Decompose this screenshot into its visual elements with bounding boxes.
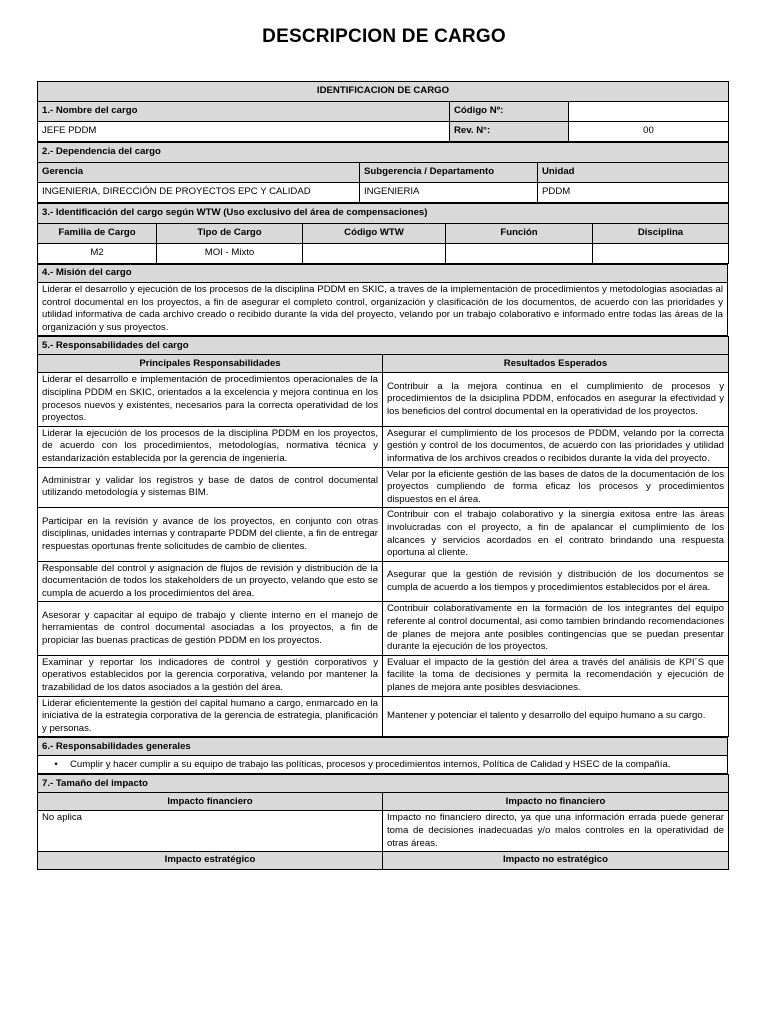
bullet-icon: •	[54, 758, 58, 770]
impacto-estrategico-label: Impacto estratégico	[38, 852, 383, 870]
table-row	[38, 426, 729, 467]
table-row	[38, 508, 729, 561]
responsabilidad-7: Examinar y reportar los indicadores de control y gestión corporativos y operativos establecidos por la gerencia corporativa, velando por mantener la trazabilidad de los datos asociados a la gestión del área.	[38, 655, 383, 696]
unidad-label: Unidad	[538, 163, 729, 183]
wtw-funcion-value[interactable]	[446, 244, 593, 264]
table-row	[38, 373, 729, 426]
dependencia-header: 2.- Dependencia del cargo	[38, 143, 729, 163]
identificacion-table	[37, 81, 729, 142]
wtw-table	[37, 203, 729, 264]
impacto-table	[37, 774, 729, 870]
identificacion-header: IDENTIFICACION DE CARGO	[38, 82, 729, 102]
resultado-7: Evaluar el impacto de la gestión del área a través del análisis de KPI´S que facilite la toma de decisiones y permita la recomendación y ejecución de planes de mejora ante posibles desviaciones.	[383, 655, 729, 696]
impacto-header: 7.- Tamaño del impacto	[38, 775, 729, 793]
subgerencia-value[interactable]: INGENIERIA	[360, 183, 538, 203]
table-row	[38, 561, 729, 602]
generales-item	[38, 756, 728, 774]
table-row	[38, 602, 729, 655]
responsabilidades-table	[37, 336, 729, 737]
unidad-value[interactable]: PDDM	[538, 183, 729, 203]
wtw-col-familia: Familia de Cargo	[38, 224, 157, 244]
wtw-disciplina-value[interactable]	[593, 244, 729, 264]
responsabilidad-3: Administrar y validar los registros y base de datos de control documental utilizando metodología y sistemas BIM.	[38, 467, 383, 508]
gerencia-label: Gerencia	[38, 163, 360, 183]
rev-label: Rev. N°:	[450, 122, 569, 142]
impacto-financiero-value: No aplica	[38, 811, 383, 852]
responsabilidad-8: Liderar eficientemente la gestión del capital humano a cargo, enmarcado en la iniciativa de la estrategia corporativa de la gerencia de estrategia, planificación y personas.	[38, 696, 383, 737]
col-resultados-esperados: Resultados Esperados	[383, 355, 729, 373]
document-title: DESCRIPCION DE CARGO	[262, 26, 506, 47]
generales-text: Cumplir y hacer cumplir a su equipo de trabajo las políticas, procesos y procedimientos internos, Política de Calidad y HSEC de la compañía.	[70, 758, 671, 770]
wtw-col-codigo: Código WTW	[303, 224, 446, 244]
mision-header: 4.- Misión del cargo	[38, 265, 728, 283]
responsabilidad-1: Liderar el desarrollo e implementación de procedimientos operacionales de la disciplina PDDM en SKIC, orientados a la excelencia y mejora continua en los procesos nuevos y existentes, necesarios para la correcta operatividad de los proyectos.	[38, 373, 383, 426]
resultado-2: Asegurar el cumplimiento de los procesos de PDDM, velando por la correcta gestión y control de los documentos, de acuerdo con las prioridades y utilidad informativa de los archivos creados o recibidos durante la vida del proyecto.	[383, 426, 729, 467]
responsabilidades-header: 5.- Responsabilidades del cargo	[38, 337, 729, 355]
wtw-col-disciplina: Disciplina	[593, 224, 729, 244]
table-row	[38, 696, 729, 737]
rev-value[interactable]: 00	[569, 122, 729, 142]
resultado-4: Contribuir con el trabajo colaborativo y la sinergia exitosa entre las áreas involucradas con el proyecto, a fin de apalancar el cumplimiento de los alcances y servicios acordados en el contrato brindando una respuesta oportuna al cliente.	[383, 508, 729, 561]
wtw-tipo-value[interactable]: MOI - Mixto	[157, 244, 303, 264]
job-description-form	[37, 81, 728, 870]
codigo-value[interactable]	[569, 102, 729, 122]
nombre-label: 1.- Nombre del cargo	[38, 102, 450, 122]
codigo-label: Código Nº:	[450, 102, 569, 122]
dependencia-table	[37, 142, 729, 203]
wtw-col-tipo: Tipo de Cargo	[157, 224, 303, 244]
wtw-codigo-value[interactable]	[303, 244, 446, 264]
wtw-header: 3.- Identificación del cargo según WTW (Uso exclusivo del área de compensaciones)	[38, 204, 729, 224]
generales-header: 6.- Responsabilidades generales	[38, 738, 728, 756]
impacto-no-financiero-value: Impacto no financiero directo, ya que una información errada puede generar toma de decisiones inadecuadas y/o malos controles en la operatividad de otras áreas.	[383, 811, 729, 852]
resultado-1: Contribuir a la mejora continua en el cumplimiento de procesos y procedimientos de la dsiciplina PDDM, enfocados en asegurar la efectividad y los beneficios del control documental en la operatividad de los proyectos.	[383, 373, 729, 426]
resultado-6: Contribuir colaborativamente en la formación de los integrantes del equipo referente al control documental, asi como tambien brindando recomendaciones de planes de mejora ante posibles contingencias que se puedan presentar durante la ejecución de los proyectos.	[383, 602, 729, 655]
mision-text: Liderar el desarrollo y ejecución de los procesos de la disciplina PDDM en SKIC, a traves de la implementación de procedimientos y metodologias asociadas al control documental en los proyectos, a fin de asegurar el completo control, organización y clasificación de los documentos, de acuerdo con las prioridades y utilidad informativa de cada archivo creado o recibido durante la vida del proyecto, velando por un trabajo colaborativo e informado entre todas las áreas de la organización y sus proyectos.	[38, 283, 728, 336]
gerencia-value[interactable]: INGENIERIA, DIRECCIÓN DE PROYECTOS EPC Y CALIDAD	[38, 183, 360, 203]
resultado-5: Asegurar que la gestión de revisión y distribución de los documentos se cumpla de acuerdo a los tiempos y procedimientos establecidos por el área.	[383, 561, 729, 602]
resultado-8: Mantener y potenciar el talento y desarrollo del equipo humano a su cargo.	[383, 696, 729, 737]
table-row	[38, 655, 729, 696]
impacto-no-estrategico-label: Impacto no estratégico	[383, 852, 729, 870]
responsabilidad-4: Participar en la revisión y avance de los proyectos, en conjunto con otras disciplinas, unidades internas y contraparte PDDM del cliente, a fin de entregar respuestas oportunas frente solicitudes de cambio de clientes.	[38, 508, 383, 561]
resultado-3: Velar por la eficiente gestión de las bases de datos de la documentación de los proyectos cumpliendo de forma eficaz los procesos y procedimientos dispuestos en el área.	[383, 467, 729, 508]
mision-table	[37, 264, 728, 336]
responsabilidad-6: Asesorar y capacitar al equipo de trabajo y cliente interno en el manejo de herramientas de control documental asociadas a los proyectos, a fin de propiciar las buenas practicas de gestión PDDM en los proyectos.	[38, 602, 383, 655]
wtw-col-funcion: Función	[446, 224, 593, 244]
nombre-value[interactable]: JEFE PDDM	[38, 122, 450, 142]
impacto-no-financiero-label: Impacto no financiero	[383, 793, 729, 811]
generales-table	[37, 737, 728, 774]
col-principales-responsabilidades: Principales Responsabilidades	[38, 355, 383, 373]
impacto-financiero-label: Impacto financiero	[38, 793, 383, 811]
subgerencia-label: Subgerencia / Departamento	[360, 163, 538, 183]
table-row	[38, 467, 729, 508]
wtw-familia-value[interactable]: M2	[38, 244, 157, 264]
responsabilidad-5: Responsable del control y asignación de flujos de revisión y distribución de la documentación de todos los stakeholders de un proyecto, velando que esto se cumpla de acuerdo a los procedimientos del área.	[38, 561, 383, 602]
responsabilidad-2: Liderar la ejecución de los procesos de la disciplina PDDM en los proyectos, de acuerdo con los procedimientos, metodologías, normativa técnica y estandarización establecida por la gerencia de ingeniería.	[38, 426, 383, 467]
